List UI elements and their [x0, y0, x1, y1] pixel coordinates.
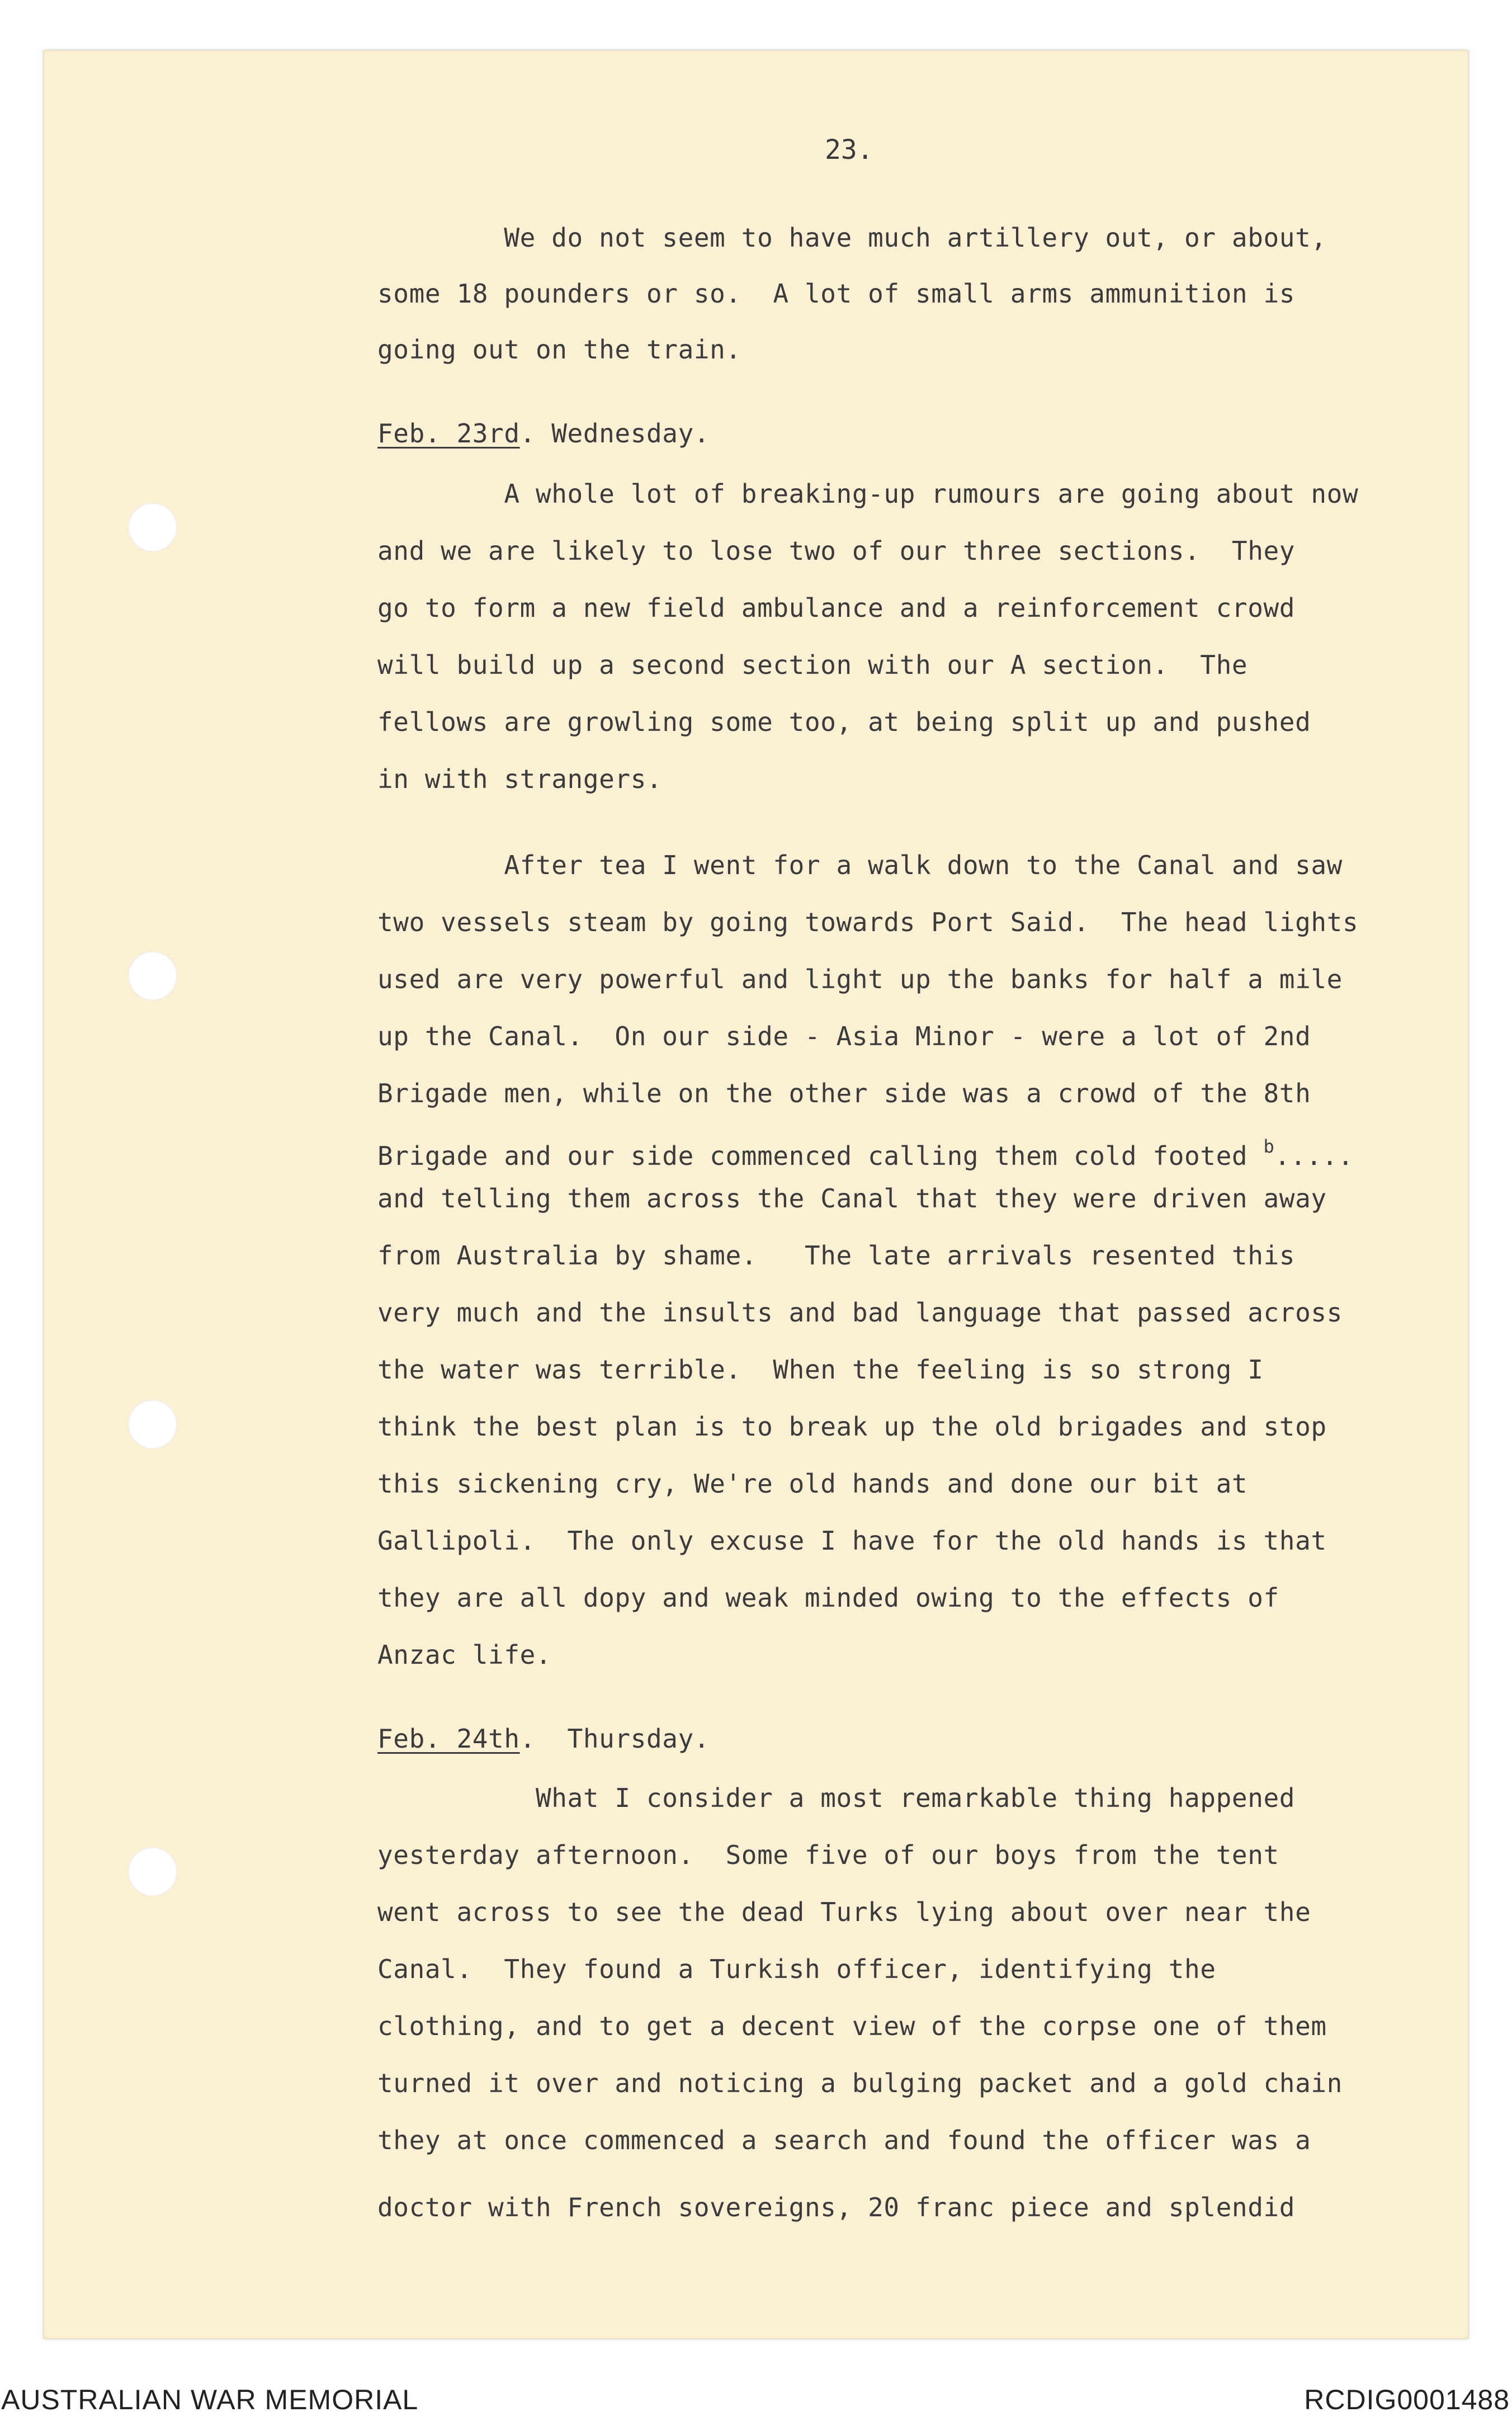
- text-line: very much and the insults and bad language that passed across: [377, 1297, 1343, 1328]
- entry-heading-feb-23: [377, 418, 710, 449]
- text-line: this sickening cry, We're old hands and done our bit at: [377, 1469, 1248, 1499]
- text-line: A whole lot of breaking-up rumours are going about now: [377, 479, 1359, 509]
- punch-hole-3: [128, 1400, 177, 1449]
- punch-hole-4: [128, 1847, 177, 1896]
- text-line: We do not seem to have much artillery out, or about,: [377, 223, 1327, 253]
- text-line: in with strangers.: [377, 764, 663, 794]
- footed-line-superscript: b: [1263, 1136, 1275, 1157]
- text-line: go to form a new field ambulance and a reinforcement crowd: [377, 593, 1296, 623]
- text-line: went across to see the dead Turks lying about over near the: [377, 1897, 1311, 1927]
- text-line: Gallipoli. The only excuse I have for the old hands is that: [377, 1526, 1327, 1556]
- entry-weekday: . Wednesday.: [519, 418, 710, 449]
- text-line: the water was terrible. When the feeling is so strong I: [377, 1354, 1264, 1385]
- text-line: will build up a second section with our A section. The: [377, 650, 1248, 680]
- record-id-caption: RCDIG0001488: [1304, 2384, 1510, 2415]
- text-line: they are all dopy and weak minded owing to the effects of: [377, 1583, 1279, 1613]
- punch-hole-2: [128, 951, 177, 1000]
- footed-line-dots: .....: [1274, 1141, 1354, 1171]
- text-line: and we are likely to lose two of our three sections. They: [377, 536, 1296, 566]
- text-line: After tea I went for a walk down to the Canal and saw: [377, 850, 1343, 880]
- text-line: fellows are growling some too, at being split up and pushed: [377, 707, 1311, 737]
- entry-weekday: . Thursday.: [519, 1724, 710, 1754]
- entry-date: Feb. 24th: [377, 1724, 520, 1754]
- text-line: two vessels steam by going towards Port Said. The head lights: [377, 907, 1359, 937]
- text-line: Canal. They found a Turkish officer, identifying the: [377, 1954, 1216, 1984]
- text-line: yesterday afternoon. Some five of our boys from the tent: [377, 1840, 1279, 1870]
- text-line: up the Canal. On our side - Asia Minor - were a lot of 2nd: [377, 1021, 1311, 1051]
- text-line: What I consider a most remarkable thing happened: [377, 1783, 1296, 1813]
- text-line: clothing, and to get a decent view of the corpse one of them: [377, 2011, 1327, 2041]
- text-line: and telling them across the Canal that they were driven away: [377, 1183, 1327, 1214]
- text-line: doctor with French sovereigns, 20 franc piece and splendid: [377, 2192, 1296, 2222]
- text-line: turned it over and noticing a bulging packet and a gold chain: [377, 2068, 1343, 2098]
- footed-line-start: Brigade and our side commenced calling them cold footed: [377, 1141, 1264, 1171]
- entry-date: Feb. 23rd: [377, 418, 520, 449]
- text-line: from Australia by shame. The late arrivals resented this: [377, 1240, 1296, 1271]
- text-line: going out on the train.: [377, 334, 741, 365]
- text-line: Brigade men, while on the other side was a crowd of the 8th: [377, 1078, 1311, 1108]
- page-number: 23.: [825, 134, 873, 166]
- text-line: they at once commenced a search and found the officer was a: [377, 2125, 1311, 2155]
- text-line: Anzac life.: [377, 1640, 552, 1670]
- text-line: used are very powerful and light up the banks for half a mile: [377, 964, 1343, 994]
- text-line-footed: [377, 1138, 1354, 1169]
- entry-heading-feb-24: [377, 1726, 710, 1752]
- archive-caption: AUSTRALIAN WAR MEMORIAL: [1, 2384, 419, 2415]
- text-line: some 18 pounders or so. A lot of small arms ammunition is: [377, 279, 1296, 309]
- text-line: think the best plan is to break up the old brigades and stop: [377, 1412, 1327, 1442]
- punch-hole-1: [128, 503, 177, 552]
